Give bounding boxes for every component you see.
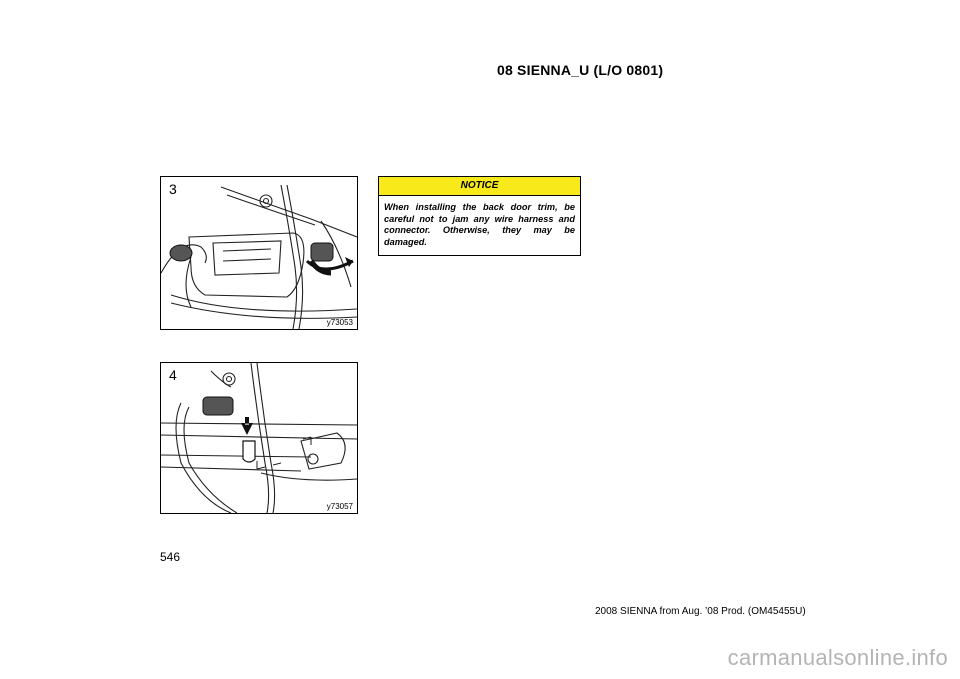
figure-3: [160, 176, 358, 330]
notice-text: When installing the back door trim, be careful not to jam any wire harness and connector. Otherwise, they may be damaged.: [384, 202, 575, 247]
notice-box: [378, 176, 581, 256]
page-footer: 2008 SIENNA from Aug. ’08 Prod. (OM45455U): [595, 606, 806, 617]
figure-3-code: y73053: [326, 318, 353, 327]
figure-4-number: 4: [169, 367, 177, 383]
figure-3-illustration: [161, 177, 357, 329]
page-number: 546: [160, 550, 181, 564]
figure-4-illustration: [161, 363, 357, 513]
figure-3-number: 3: [169, 181, 177, 197]
figure-4: [160, 362, 358, 514]
page-header-title: 08 SIENNA_U (L/O 0801): [497, 62, 664, 78]
watermark: carmanualsonline.info: [727, 645, 948, 670]
figure-4-code: y73057: [326, 502, 353, 511]
notice-heading: NOTICE: [379, 177, 580, 196]
